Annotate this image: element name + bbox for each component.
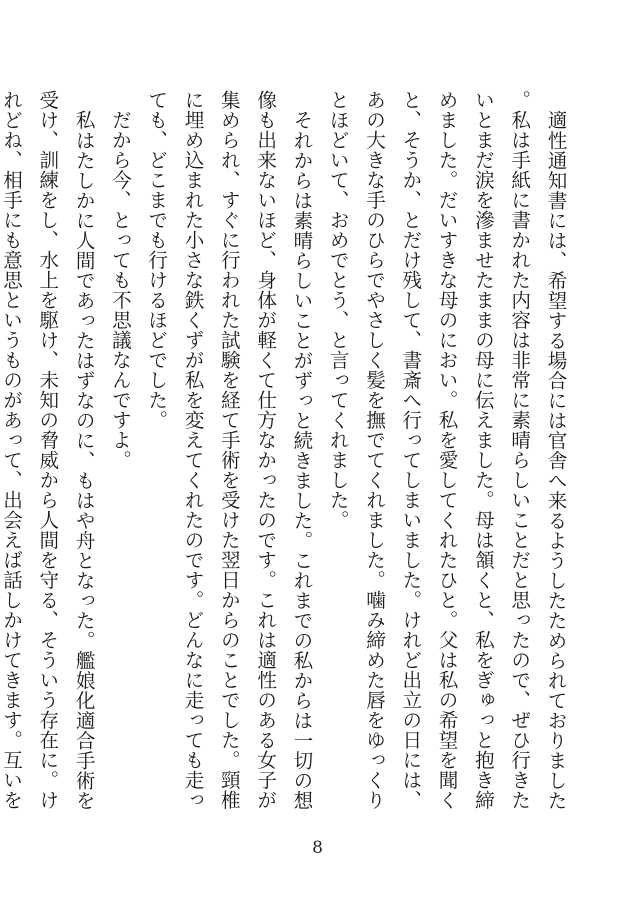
paragraph-4: 私はたしかに人間であったはずなのに、もはや舟となった。艦娘化適合手術を受け、訓練をし、水上を駆け、未知の脅威から人間を守る、そういう存在に。けれどね、相手にも意思というものがあって、出会えば話しかけてきます。互いを <box>0 90 96 810</box>
vertical-text-body <box>0 90 573 810</box>
paragraph-1: 適性通知書には、希望する場合には官舎へ来るようしたためられておりました。私は手紙に書かれた内容は非常に素晴らしいことだと思ったので、ぜひ行きたいとまだ涙を滲ませたままの母に伝えました。母は頷くと、私をぎゅっと抱き締めました。だいすきな母のにおい。私を愛してくれたひと。父は私の希望を聞くと、そうか、とだけ残して、書斎へ行ってしまいました。けれど出立の日には、あの大きな手のひらでやさしく髪を撫でてくれました。噛み締めた唇をゆっくりとほどいて、おめでとう、と言ってくれました。 <box>326 90 567 810</box>
paragraph-2: それからは素晴らしいことがずっと続きました。これまでの私からは一切の想像も出来ないほど、身体が軽くて仕方なかったのです。これは適性のある女子が集められ、すぐに行われた試験を経て手術を受けた翌日からのことでした。頸椎に埋め込まれた小さな鉄くずが私を変えてくれたのです。どんなに走っても走っても、どこまでも行けるほどでした。 <box>144 90 313 810</box>
paragraph-3: だから今、とっても不思議なんですよ。 <box>108 109 132 470</box>
page-number: 8 <box>312 838 323 858</box>
